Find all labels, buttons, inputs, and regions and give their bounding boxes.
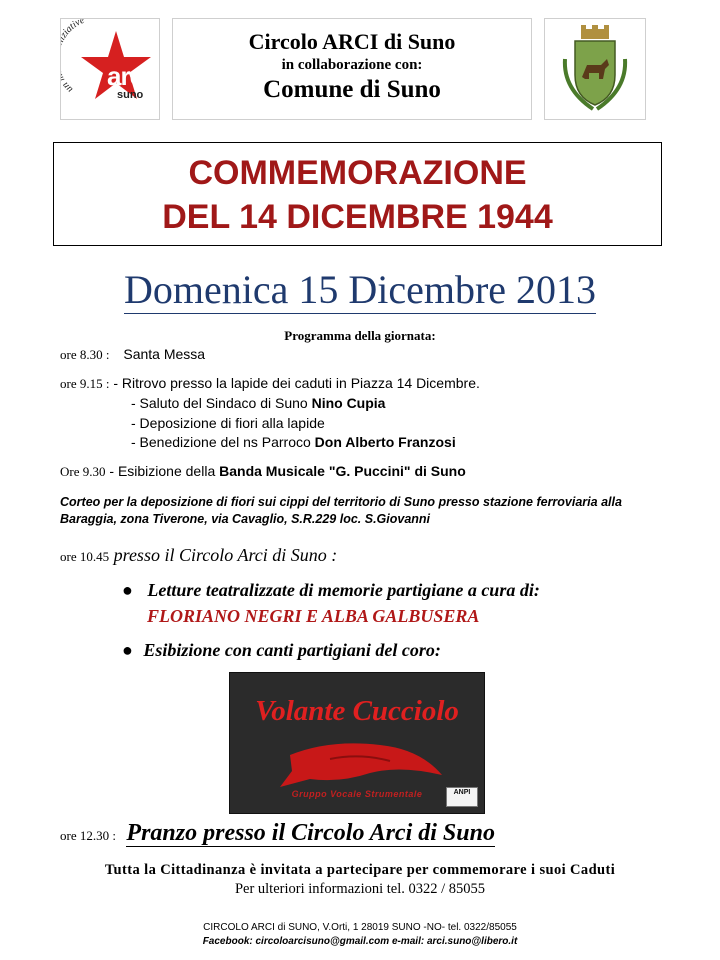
bullet-dot-icon: ● [122, 640, 133, 660]
program-sub-1-text: - Saluto del Sindaco di Suno [131, 395, 312, 411]
afternoon-time: ore 10.45 [60, 549, 110, 564]
program-time-3: Ore 9.30 [60, 464, 106, 479]
program-sub-3 [131, 434, 456, 450]
program-time-2: ore 9.15 : [60, 376, 110, 391]
choir-name: Volante Cucciolo [255, 695, 459, 727]
logo-arc-text: un iative [61, 19, 87, 95]
program-item-3 [60, 463, 466, 480]
bullet-item-2 [122, 640, 441, 661]
program-sub-3-bold: Don Alberto Franzosi [314, 434, 456, 450]
performers-names: FLORIANO NEGRI E ALBA GALBUSERA [147, 606, 480, 626]
arci-logo [60, 18, 160, 120]
program-sub-3-text: - Benedizione del ns Parroco [131, 434, 315, 450]
header-line3: Comune di Suno [263, 76, 441, 103]
logo-arci-text: arci [107, 61, 150, 91]
program-text-1: Santa Messa [123, 346, 206, 362]
choir-logo-image [229, 672, 485, 814]
lunch-time: ore 12.30 : [60, 828, 116, 843]
logo-suno-text: suno [117, 89, 144, 101]
event-date-text: Domenica 15 Dicembre 2013 [123, 267, 597, 312]
program-text-3: - Esibizione della [105, 463, 220, 479]
header-line2: in collaborazione con: [281, 57, 423, 73]
bullet-text-2: Esibizione con canti partigiani del coro: [143, 640, 441, 660]
choir-subtitle: Gruppo Vocale Strumentale [291, 789, 423, 799]
afternoon-text: presso il Circolo Arci di Suno : [109, 545, 338, 565]
svg-text:un mare di iniziative [61, 19, 87, 95]
commemoration-title [53, 142, 662, 246]
title-line2: DEL 14 DICEMBRE 1944 [162, 198, 553, 236]
program-text-3-bold: Banda Musicale "G. Puccini" di Suno [219, 463, 466, 479]
event-date [0, 266, 720, 313]
program-time-1: ore 8.30 : [60, 347, 110, 362]
program-text-2: - Ritrovo presso la lapide dei caduti in Piazza 14 Dicembre. [113, 375, 480, 391]
program-sub-1 [131, 395, 385, 411]
header [172, 18, 532, 120]
info-phone: Per ulteriori informazioni tel. 0322 / 85055 [234, 881, 486, 897]
invitation-text: Tutta la Cittadinanza è invitata a partecipare per commemorare i suoi Caduti [104, 862, 616, 878]
lunch-row [60, 820, 495, 847]
crest-icon [545, 19, 645, 119]
red-scarf-icon [270, 735, 450, 791]
bullet-dot-icon: ● [122, 580, 133, 600]
comune-crest [544, 18, 646, 120]
afternoon-heading [60, 545, 337, 566]
program-title: Programma della giornata: [284, 328, 436, 343]
title-line1: COMMEMORAZIONE [188, 154, 527, 192]
corteo-text: Corteo per la deposizione di fiori sui cippi del territorio di Suno presso stazione ferroviaria alla Baraggia, zona Tiverone, via Cavaglio, S.R.229 loc. S.Giovanni [60, 495, 622, 526]
bullet-item-1 [122, 580, 540, 601]
header-line1: Circolo ARCI di Suno [248, 29, 456, 54]
program-item-2 [60, 375, 480, 392]
footer-address: CIRCOLO ARCI di SUNO, V.Orti, 1 28019 SUNO -NO- tel. 0322/85055 [203, 922, 517, 933]
footer-contacts: Facebook: circoloarcisuno@gmail.com e-mail: arci.suno@libero.it [202, 936, 518, 947]
program-sub-2: - Deposizione di fiori alla lapide [131, 415, 325, 431]
bullet-text-1: Letture teatralizzate di memorie partigiane a cura di: [147, 580, 540, 600]
program-sub-1-bold: Nino Cupia [311, 395, 386, 411]
anpi-badge: ANPI [446, 787, 478, 807]
lunch-text: Pranzo presso il Circolo Arci di Suno [126, 820, 495, 846]
program-item-1 [60, 346, 205, 363]
